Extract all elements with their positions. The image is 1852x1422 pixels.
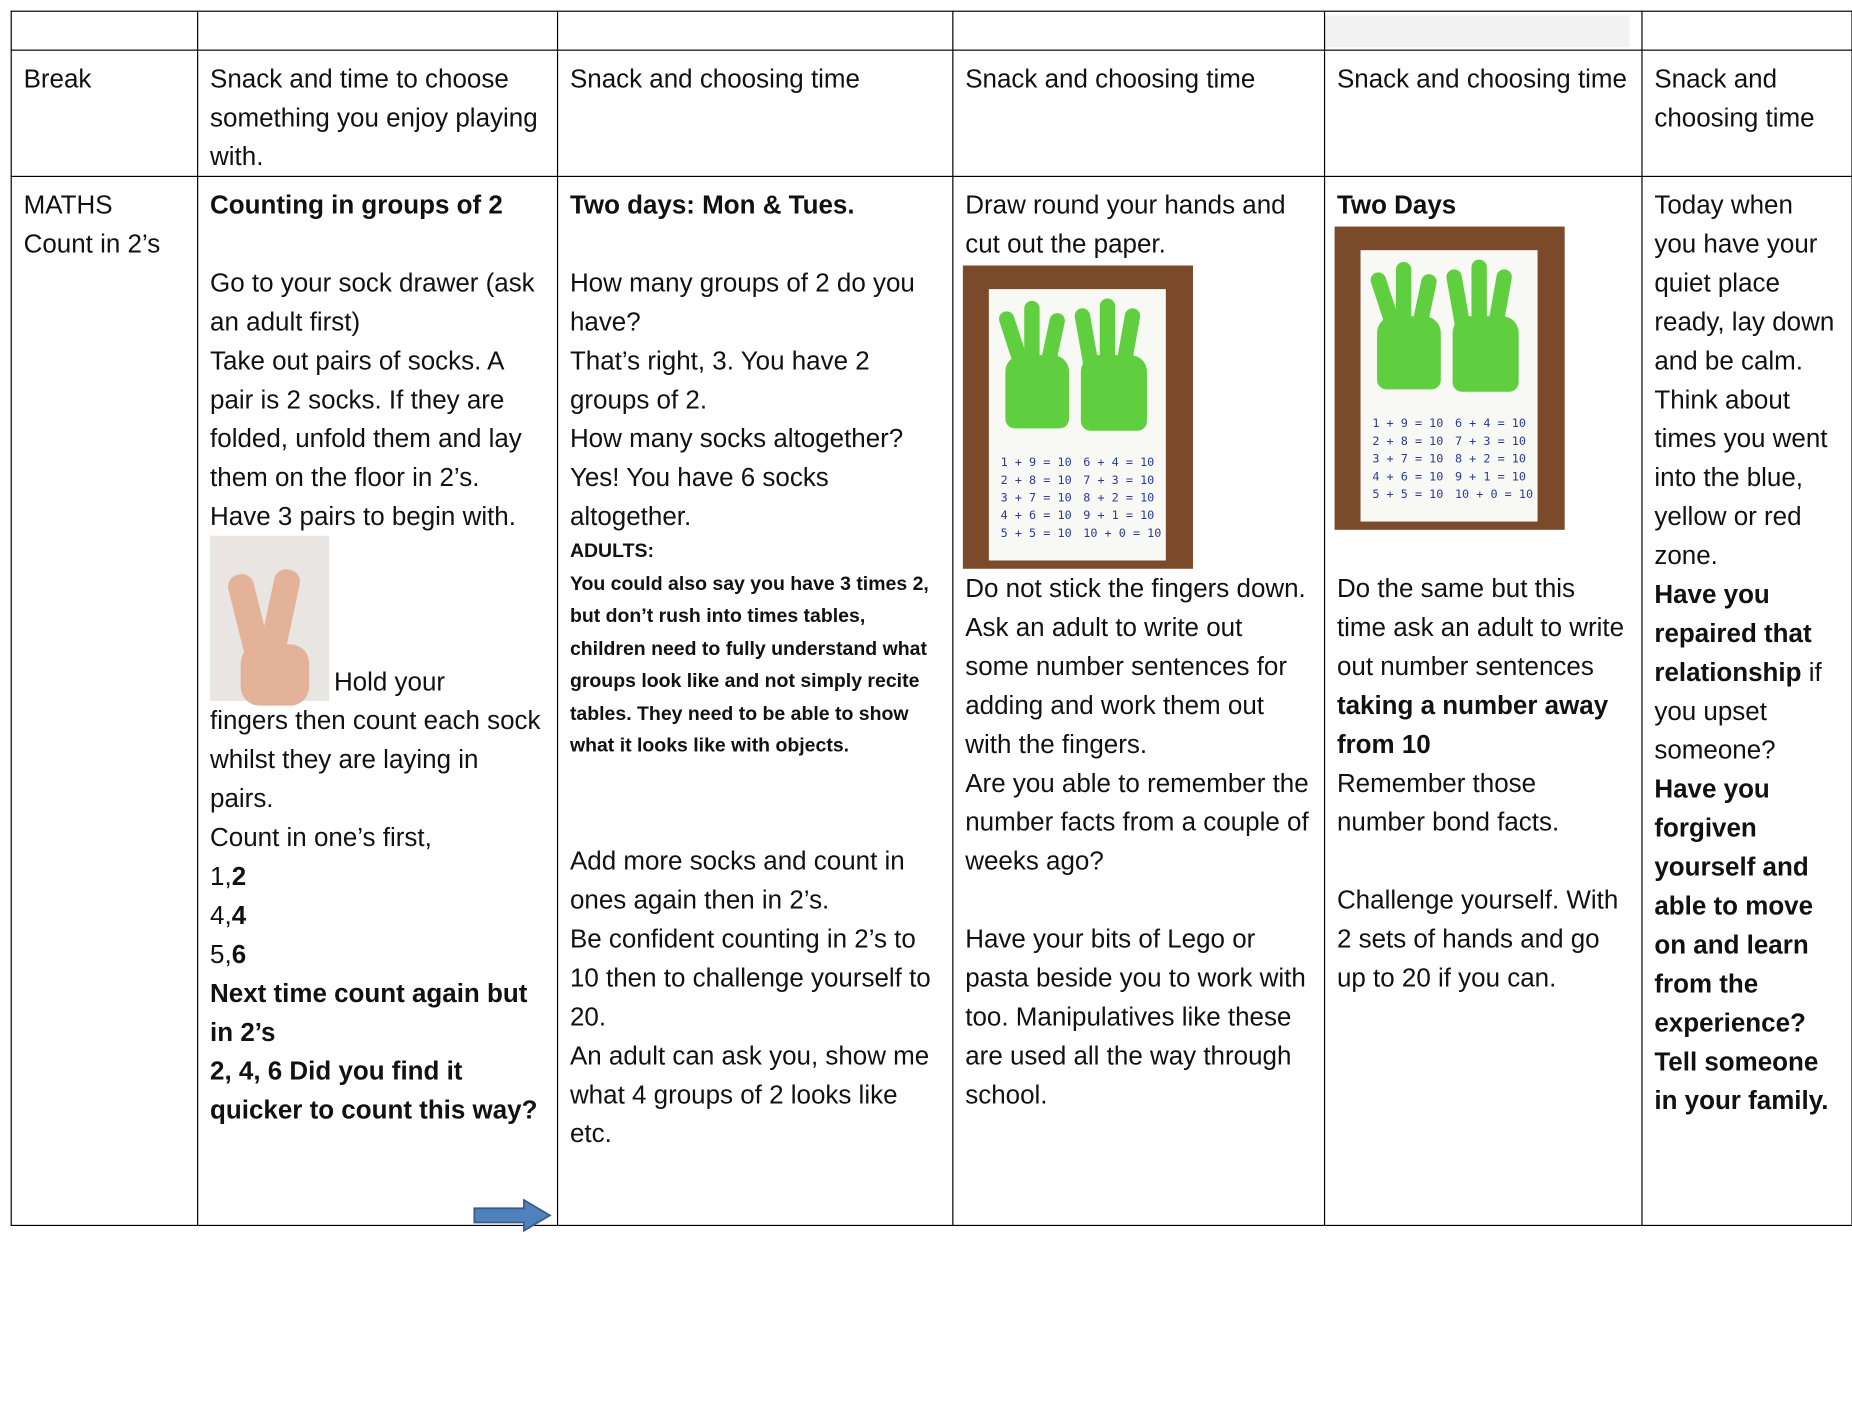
monday-image-line [210, 536, 545, 701]
adults-label: ADULTS: [569, 540, 654, 562]
monday-para2: Take out pairs of socks. A pair is 2 socks. If they are folded, unfold them and lay them on the floor in 2’s. Have 3 pairs to begin with. [210, 345, 522, 531]
sums-right-2: 6 + 4 = 10 7 + 3 = 10 8 + 2 = 10 9 + 1 = 10 10 + 0 = 10 [1454, 417, 1534, 502]
friday-p1: Today when you have your quiet place ready, lay down and be calm. Think about times you went into the blue, yellow or red zone. [1654, 189, 1835, 570]
monday-count-line-2: 4,4 [210, 900, 247, 930]
maths-wednesday-cell [953, 176, 1325, 1225]
wednesday-intro: Draw round your hands and cut out the paper. [965, 189, 1286, 259]
tuesday-confident: Be confident counting in 2’s to 10 then to challenge yourself to 20. [569, 923, 931, 1031]
empty-header-cell [198, 11, 558, 50]
break-monday: Snack and time to choose something you enjoy playing with. [198, 50, 558, 176]
monday-para1: Go to your sock drawer (ask an adult first) [210, 267, 535, 337]
timetable [11, 11, 1852, 1226]
monday-para3: fingers then count each sock whilst they are laying in pairs. [210, 705, 541, 814]
maths-thursday-cell [1325, 176, 1642, 1225]
monday-after-image: Hold your [333, 666, 446, 697]
thursday-p2: Remember those number bond facts. [1336, 768, 1560, 837]
maths-label: MATHS [23, 189, 113, 220]
empty-header-cell [1642, 11, 1852, 50]
sums-left: 1 + 9 = 10 2 + 8 = 10 3 + 7 = 10 4 + 6 = 10 5 + 5 = 10 [1000, 456, 1072, 541]
wednesday-p1: Do not stick the fingers down. Ask an adult to write out some number sentences for adding and work them out with the fingers. [965, 573, 1306, 759]
monday-count-intro: Count in one’s first, [210, 822, 432, 852]
paper-hands-photo [963, 266, 1193, 569]
monday-title: Counting in groups of 2 [210, 189, 503, 220]
tuesday-more: Add more socks and count in ones again then in 2’s. [569, 845, 905, 914]
paper-hands-photo-2 [1335, 227, 1565, 530]
header-row [11, 11, 1852, 50]
right-arrow-icon [472, 1198, 555, 1233]
maths-monday-cell [198, 176, 558, 1225]
break-label: Break [11, 50, 197, 176]
break-tuesday: Snack and choosing time [558, 50, 953, 176]
friday-p3: Have you forgiven yourself and able to move on and learn from the experience? Tell someone in your family. [1654, 774, 1829, 1116]
tuesday-q2: How many socks altogether? Yes! You have 6 socks altogether. [569, 423, 904, 531]
monday-count-line-3: 5,6 [210, 939, 247, 969]
header-shade [1325, 15, 1629, 47]
v-fingers-photo [210, 536, 329, 701]
thursday-title: Two Days [1336, 189, 1457, 220]
monday-count-line-1: 1,2 [210, 861, 247, 891]
friday-p2: Have you repaired that relationship if you upset someone? [1654, 579, 1822, 765]
break-thursday: Snack and choosing time [1325, 50, 1642, 176]
thursday-p3: Challenge yourself. With 2 sets of hands and go up to 20 if you can. [1336, 884, 1619, 993]
adults-text: You could also say you have 3 times 2, but don’t rush into times tables, children need to fully understand what groups look like and not simply recite tables. They need to be able to show what it looks like with objects. [569, 572, 929, 757]
tuesday-title: Two days: Mon & Tues. [569, 189, 855, 220]
monday-question: 2, 4, 6 Did you find it quicker to count this way? [210, 1056, 538, 1125]
tuesday-a1: That’s right, 3. You have 2 groups of 2. [569, 345, 870, 415]
tuesday-q1: How many groups of 2 do you have? [569, 267, 915, 337]
break-row [11, 50, 1852, 176]
maths-label-cell [11, 176, 197, 1225]
monday-next: Next time count again but in 2’s [210, 978, 528, 1047]
break-friday: Snack and choosing time [1642, 50, 1852, 176]
maths-tuesday-cell [558, 176, 953, 1225]
maths-row [11, 176, 1852, 1225]
empty-header-cell [953, 11, 1325, 50]
break-wednesday: Snack and choosing time [953, 50, 1325, 176]
thursday-p1: Do the same but this time ask an adult to write out number sentences taking a number away from 10 [1336, 573, 1625, 759]
maths-sublabel: Count in 2’s [23, 228, 161, 259]
maths-friday-cell [1642, 176, 1852, 1225]
sums-right: 6 + 4 = 10 7 + 3 = 10 8 + 2 = 10 9 + 1 = 10 10 + 0 = 10 [1083, 456, 1162, 541]
empty-header-cell [11, 11, 197, 50]
empty-header-cell [1325, 11, 1642, 50]
empty-header-cell [558, 11, 953, 50]
wednesday-p2: Are you able to remember the number facts from a couple of weeks ago? [965, 768, 1309, 876]
wednesday-p3: Have your bits of Lego or pasta beside you to work with too. Manipulatives like these are used all the way through school. [965, 923, 1306, 1110]
tuesday-adult-ask: An adult can ask you, show me what 4 groups of 2 looks like etc. [569, 1040, 930, 1148]
sums-left-2: 1 + 9 = 10 2 + 8 = 10 3 + 7 = 10 4 + 6 = 10 5 + 5 = 10 [1372, 417, 1444, 502]
